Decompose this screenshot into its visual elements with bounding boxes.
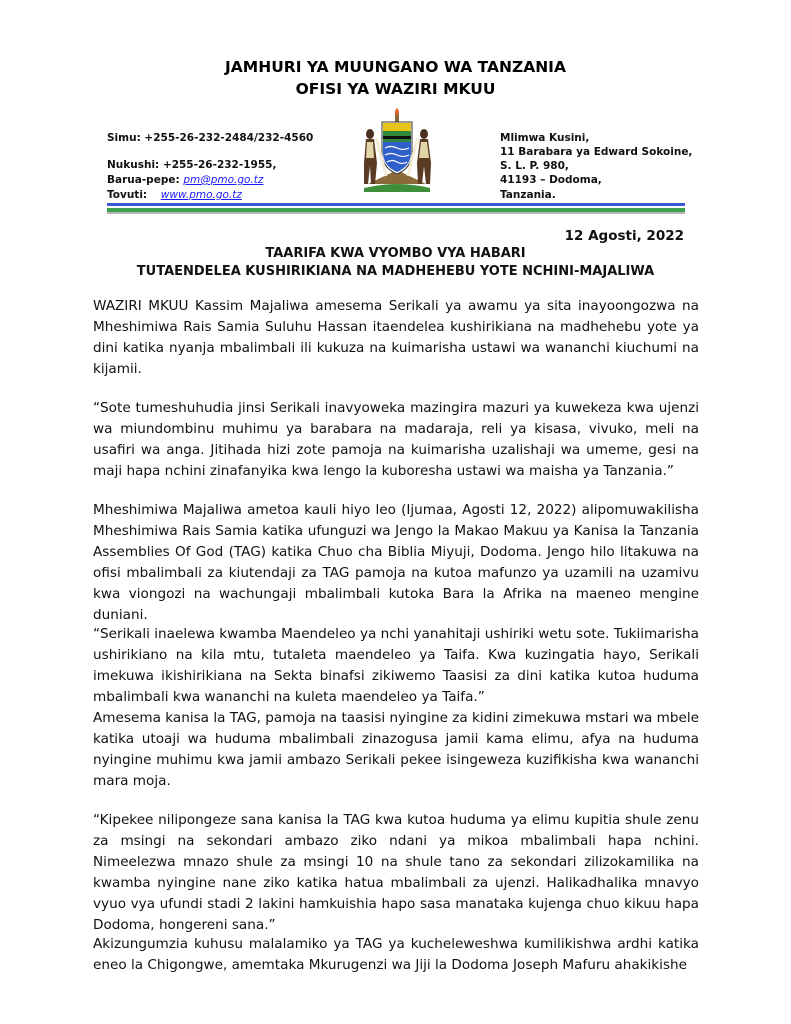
body-paragraph: Mheshimiwa Majaliwa ametoa kauli hiyo leo (Ijumaa, Agosti 12, 2022) alipomuwakilisha Mheshimiwa Rais Samia katika ufunguzi wa Jengo la Makao Makuu ya Kanisa la Tanzania Assemblies Of God (TAG) katika Chuo cha Biblia Miyuji, Dodoma. Jengo hilo litakuwa na ofisi mbalimbali za kiutendaji za TAG pamoja na kutoa mafunzo ya uzamili na uzamivu kwa viongozi na wachungaji mbalimbali kutoka Bara la Afrika na maeneo mengine duniani. [93,502,699,623]
contact-phone: Simu: +255-26-232-2484/232-4560 [107,132,314,144]
website-label: Tovuti: [107,189,148,201]
contact-fax: Nukushi: +255-26-232-1955, [107,159,277,171]
email-link[interactable]: pm@pmo.go.tz [183,174,264,186]
body-paragraph: Amesema kanisa la TAG, pamoja na taasisi nyingine za kidini zimekuwa mstari wa mbele katika utoaji wa huduma mbalimbali zinazogusa jamii kama elimu, afya na huduma nyingine muhimu kwa jamii ambazo Serikali pekee isingeweza kuzifikisha kwa wananchi mara moja. [93,710,699,789]
body-paragraph: WAZIRI MKUU Kassim Majaliwa amesema Serikali ya awamu ya sita inayoongozwa na Mheshimiwa Rais Samia Suluhu Hassan itaendelea kushirikiana na madhehebu yote ya dini katika nyanja mbalimbali ili kukuza na kuimarisha ustawi wa wananchi kiuchumi na kijamii. [93,298,699,377]
release-date: 12 Agosti, 2022 [564,228,684,244]
body-paragraph: Akizungumzia kuhusu malalamiko ya TAG ya kucheleweshwa kumilikishwa ardhi katika eneo la Chigongwe, amemtaka Mkurugenzi wa Jiji la Dodoma Joseph Mafuru ahakikishe [93,936,699,973]
contact-email [107,173,263,188]
header-country-name: JAMHURI YA MUUNGANO WA TANZANIA [225,58,566,76]
address-line-1: Mlimwa Kusini, [500,132,590,144]
address-line-3: S. L. P. 980, [500,160,569,172]
email-label: Barua-pepe: [107,174,180,186]
address-line-2: 11 Barabara ya Edward Sokoine, [500,146,693,158]
release-type-heading: TAARIFA KWA VYOMBO VYA HABARI [265,246,526,261]
address-line-5: Tanzania. [500,189,556,201]
tanzania-coat-of-arms-icon [356,108,438,194]
release-headline: TUTAENDELEA KUSHIRIKIANA NA MADHEHEBU YOTE NCHINI-MAJALIWA [136,264,655,279]
body-paragraph: “Sote tumeshuhudia jinsi Serikali inavyoweka mazingira mazuri ya kuwekeza kwa ujenzi wa miundombinu muhimu ya barabara na madaraja, reli ya kisasa, vivuko, meli na usafiri wa anga. Jitihada hizi zote pamoja na kuimarisha uzalishaji wa umeme, gesi na maji hapa nchini zinafanyika kwa lengo la kuboresha ustawi wa maisha ya Tanzania.” [93,400,699,479]
header-divider-gray [107,212,685,214]
body-paragraph: “Kipekee nilipongeze sana kanisa la TAG kwa kutoa huduma ya elimu kupitia shule zenu za msingi na sekondari ambazo ziko ndani ya mikoa mbalimbali hapa nchini. Nimeelezwa mnazo shule za msingi 10 na shule tano za sekondari zilizokamilika na kwamba nyingine nane ziko katika hatua mbalimbali za ujenzi. Halikadhalika mnavyo vyuo vya ufundi stadi 2 lakini hamkuishia hapo sasa manataka kujenga chuo kikuu hapa Dodoma, hongereni sana.” [93,812,699,933]
body-paragraph: “Serikali inaelewa kwamba Maendeleo ya nchi yanahitaji ushiriki wetu sote. Tukiimarisha ushirikiano na kila mtu, tutaleta maendeleo ya Taifa. Kwa kuzingatia hayo, Serikali imekuwa ikishirikiana na Sekta binafsi zikiwemo Taasisi za dini katika kutoa huduma mbalimbali kwa wananchi na kuleta maendeleo ya Taifa.” [93,626,699,705]
header-office-name: OFISI YA WAZIRI MKUU [295,80,496,98]
contact-website [107,188,242,203]
website-link[interactable]: www.pmo.go.tz [160,189,242,201]
address-line-4: 41193 – Dodoma, [500,174,602,186]
